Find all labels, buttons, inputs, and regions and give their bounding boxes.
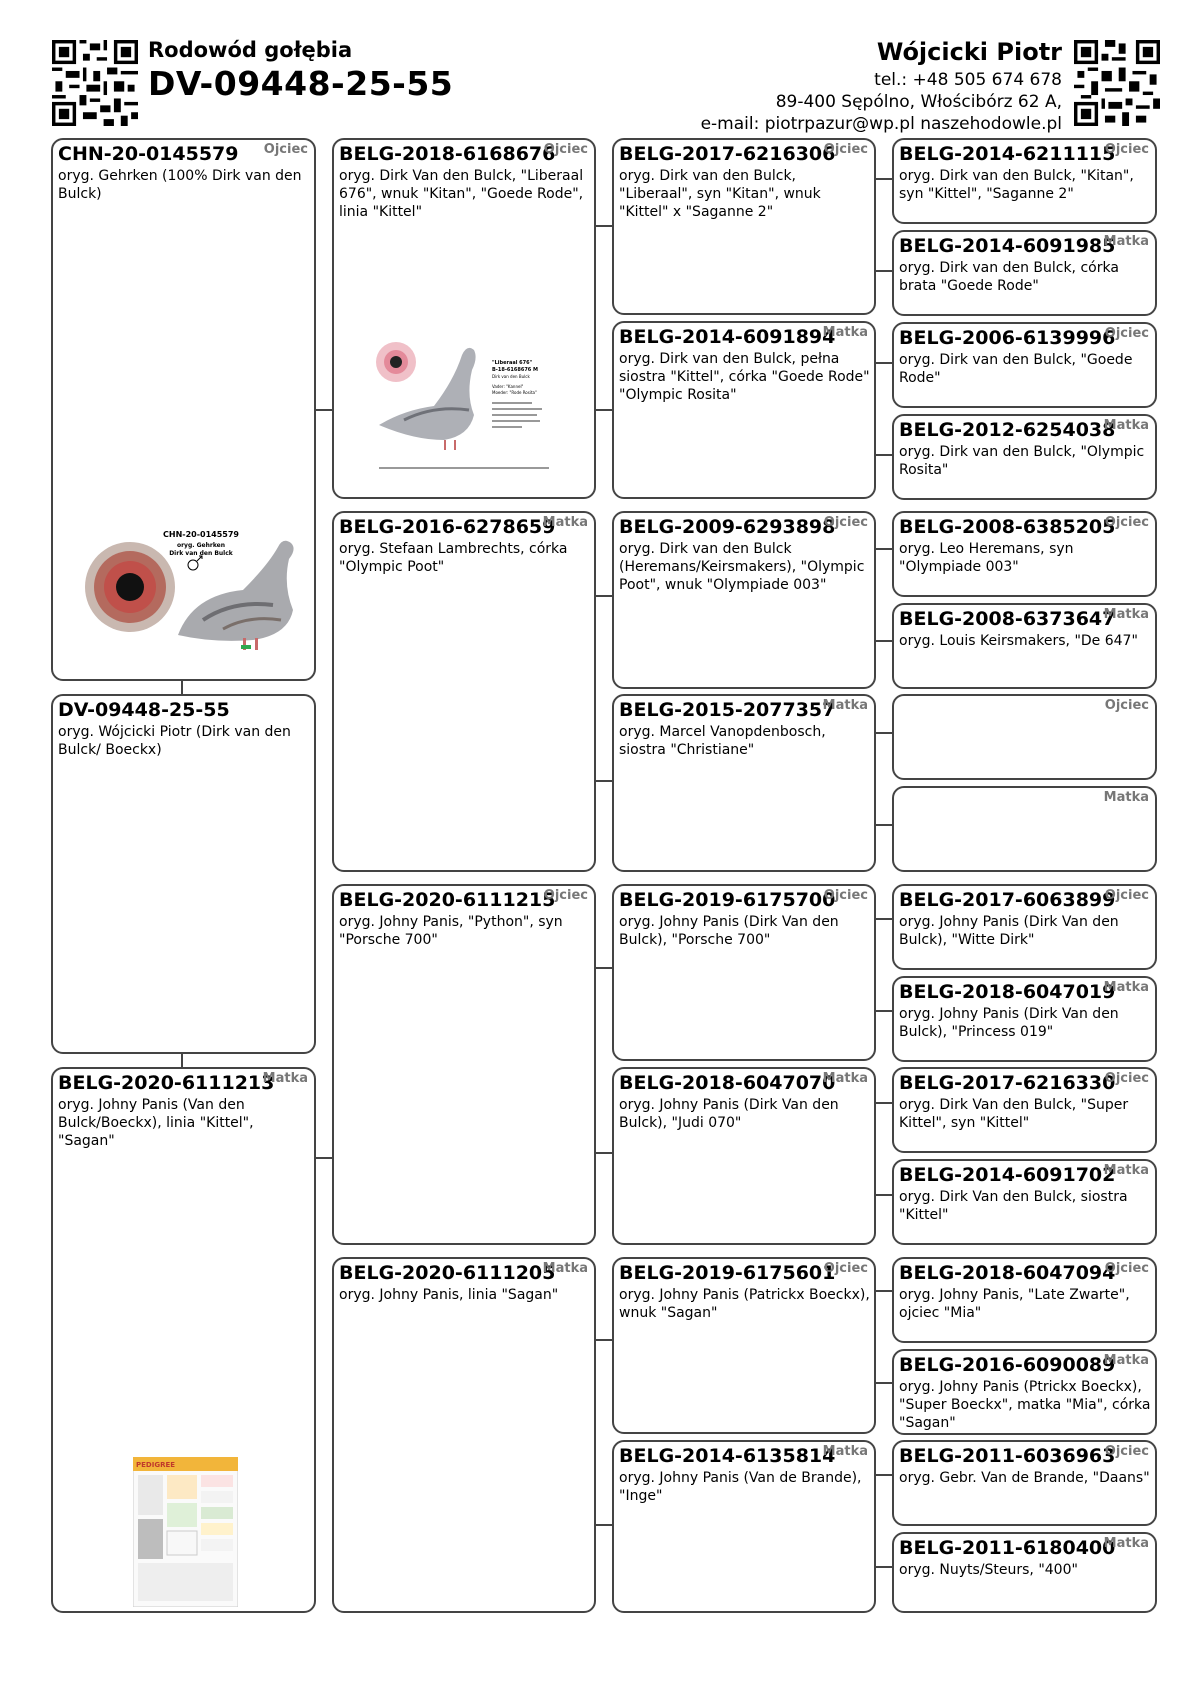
connector-line	[874, 454, 892, 456]
pigeon-photo	[374, 340, 554, 475]
ring-number: BELG-2017-6216306	[619, 143, 836, 165]
pedigree-card-sds[interactable]	[612, 511, 876, 689]
ring-number: BELG-2020-6111215	[339, 889, 556, 911]
sex-label: Ojciec	[823, 515, 868, 530]
sex-label: Ojciec	[1104, 698, 1149, 713]
pedigree-certificate-image	[133, 1457, 238, 1607]
sex-label: Ojciec	[1104, 1261, 1149, 1276]
sex-label: Ojciec	[1104, 142, 1149, 157]
connector-line	[874, 178, 892, 180]
breeder-name: Wójcicki Piotr	[876, 38, 1062, 66]
pigeon-description: oryg. Johny Panis, "Late Zwarte", ojciec "Mia"	[899, 1287, 1130, 1321]
connector-line	[594, 780, 612, 782]
connector-line	[874, 548, 892, 550]
ring-number: BELG-2016-6090089	[899, 1354, 1116, 1376]
connector-line	[874, 1010, 892, 1012]
sex-label: Matka	[1103, 790, 1149, 805]
ring-number: BELG-2014-6135814	[619, 1445, 836, 1467]
connector-line	[594, 225, 612, 227]
pigeon-ring-number: DV-09448-25-55	[148, 64, 454, 103]
photo-caption-name: "Liberaal 676"	[492, 360, 533, 366]
pigeon-description: oryg. Johny Panis (Van de Brande), "Inge"	[619, 1470, 862, 1504]
sex-label: Matka	[1103, 234, 1149, 249]
pedigree-card-dam-sire[interactable]	[332, 884, 596, 1245]
connector-line	[594, 409, 612, 411]
ring-number: BELG-2020-6111213	[58, 1072, 275, 1094]
connector-line	[874, 1382, 892, 1384]
male-symbol-icon	[188, 560, 198, 570]
ring-number: CHN-20-0145579	[58, 143, 239, 165]
sex-label: Matka	[1103, 980, 1149, 995]
ring-number: BELG-2018-6047094	[899, 1262, 1116, 1284]
pedigree-card-sire-dam[interactable]	[332, 511, 596, 872]
pigeon-description: oryg. Dirk Van den Bulck, siostra "Kittel"	[899, 1189, 1128, 1223]
ring-number: BELG-2014-6091985	[899, 235, 1116, 257]
connector-line	[181, 1052, 183, 1067]
ring-number: BELG-2012-6254038	[899, 419, 1116, 441]
breeder-contact: e-mail: piotrpazur@wp.pl naszehodowle.pl	[700, 114, 1062, 134]
ring-number: BELG-2016-6278659	[339, 516, 556, 538]
connector-line	[874, 1474, 892, 1476]
sex-label: Matka	[1103, 418, 1149, 433]
pigeon-description: oryg. Dirk Van den Bulck, "Super Kittel", syn "Kittel"	[899, 1097, 1129, 1131]
pigeon-description: oryg. Dirk van den Bulck, "Kitan", syn "Kittel", "Saganne 2"	[899, 168, 1134, 202]
sex-label: Matka	[822, 1444, 868, 1459]
connector-line	[874, 918, 892, 920]
ring-number: BELG-2018-6047070	[619, 1072, 836, 1094]
connector-line	[181, 679, 183, 694]
connector-line	[874, 824, 892, 826]
pigeon-description: oryg. Stefaan Lambrechts, córka "Olympic Poot"	[339, 541, 568, 575]
ring-number: BELG-2006-6139996	[899, 327, 1116, 349]
pigeon-description: oryg. Johny Panis, linia "Sagan"	[339, 1287, 559, 1303]
pigeon-description: oryg. Dirk van den Bulck, pełna siostra "Kittel", córka "Goede Rode" "Olympic Rosita"	[619, 351, 870, 403]
sex-label: Ojciec	[1104, 515, 1149, 530]
pedigree-card-dsd[interactable]	[612, 1067, 876, 1245]
sex-label: Ojciec	[263, 142, 308, 157]
connector-line	[314, 409, 332, 411]
pigeon-description: oryg. Gebr. Van de Brande, "Daans"	[899, 1470, 1150, 1486]
sex-label: Ojciec	[1104, 326, 1149, 341]
ring-number: BELG-2009-6293898	[619, 516, 836, 538]
ring-number: BELG-2019-6175601	[619, 1262, 836, 1284]
pedigree-card-dssd[interactable]	[892, 976, 1157, 1062]
pigeon-description: oryg. Johny Panis, "Python", syn "Porsche 700"	[339, 914, 563, 948]
pigeon-description: oryg. Johny Panis (Dirk Van den Bulck), "Princess 019"	[899, 1006, 1119, 1040]
pedigree-card-ssss[interactable]	[892, 138, 1157, 224]
pedigree-card-ssd[interactable]	[612, 321, 876, 499]
pedigree-card-sdds[interactable]	[892, 694, 1157, 780]
ring-number: BELG-2011-6180400	[899, 1537, 1116, 1559]
pigeon-description: oryg. Johny Panis (Van den Bulck/Boeckx), linia "Kittel", "Sagan"	[58, 1097, 254, 1149]
sex-label: Matka	[822, 698, 868, 713]
connector-line	[594, 1339, 612, 1341]
pedigree-card-dsss[interactable]	[892, 884, 1157, 970]
pigeon-description: oryg. Johny Panis (Dirk Van den Bulck), "Witte Dirk"	[899, 914, 1119, 948]
ring-number: DV-09448-25-55	[58, 699, 230, 721]
photo-caption-ring: B-18-6168676 M	[492, 367, 538, 373]
pedigree-card-dam[interactable]	[51, 1067, 316, 1613]
breeder-phone: tel.: +48 505 674 678	[874, 70, 1062, 90]
connector-line	[874, 362, 892, 364]
pigeon-description: oryg. Nuyts/Steurs, "400"	[899, 1562, 1078, 1578]
pedigree-card-dds[interactable]	[612, 1257, 876, 1434]
sex-label: Matka	[1103, 1163, 1149, 1178]
pedigree-card-sdss[interactable]	[892, 511, 1157, 597]
pigeon-description: oryg. Johny Panis (Patrickx Boeckx), wnuk "Sagan"	[619, 1287, 870, 1321]
pigeon-description: oryg. Dirk van den Bulck, "Liberaal", syn "Kitan", wnuk "Kittel" x "Saganne 2"	[619, 168, 821, 220]
ring-number: BELG-2018-6168676	[339, 143, 556, 165]
sex-label: Ojciec	[823, 142, 868, 157]
pigeon-description: oryg. Leo Heremans, syn "Olympiade 003"	[899, 541, 1074, 575]
sex-label: Matka	[822, 1071, 868, 1086]
pigeon-description: oryg. Gehrken (100% Dirk van den Bulck)	[58, 168, 302, 202]
connector-line	[314, 1157, 332, 1159]
pedigree-card-ssds[interactable]	[892, 322, 1157, 408]
ring-number: BELG-2020-6111205	[339, 1262, 556, 1284]
pedigree-card-dddd[interactable]	[892, 1532, 1157, 1613]
pigeon-description: oryg. Johny Panis (Ptrickx Boeckx), "Super Boeckx", matka "Mia", córka "Sagan"	[899, 1379, 1151, 1431]
connector-line	[594, 967, 612, 969]
connector-line	[594, 595, 612, 597]
pedigree-card-sss[interactable]	[612, 138, 876, 315]
pedigree-card-sire-sire[interactable]	[332, 138, 596, 499]
certificate-title: PEDIGREE	[136, 1461, 176, 1469]
pigeon-description: oryg. Dirk van den Bulck, "Olympic Rosita"	[899, 444, 1145, 478]
ring-number: BELG-2017-6216330	[899, 1072, 1116, 1094]
pigeon-description: oryg. Dirk Van den Bulck, "Liberaal 676", wnuk "Kitan", "Goede Rode", linia "Kittel"	[339, 168, 584, 220]
pedigree-card-dss[interactable]	[612, 884, 876, 1061]
photo-caption-breeder: Dirk van den Bulck	[492, 374, 530, 379]
ring-number: BELG-2014-6211115	[899, 143, 1116, 165]
pedigree-card-ddd[interactable]	[612, 1440, 876, 1613]
ring-number: BELG-2008-6385205	[899, 516, 1116, 538]
pedigree-card-ddsd[interactable]	[892, 1349, 1157, 1435]
connector-line	[874, 732, 892, 734]
pigeon-description: oryg. Johny Panis (Dirk Van den Bulck), "Porsche 700"	[619, 914, 839, 948]
sex-label: Ojciec	[1104, 1444, 1149, 1459]
connector-line	[874, 1566, 892, 1568]
connector-line	[874, 1290, 892, 1292]
pigeon-description: oryg. Dirk van den Bulck, córka brata "Goede Rode"	[899, 260, 1119, 294]
ring-number: BELG-2011-6036963	[899, 1445, 1116, 1467]
ring-number: BELG-2019-6175700	[619, 889, 836, 911]
pigeon-description: oryg. Johny Panis (Dirk Van den Bulck), "Judi 070"	[619, 1097, 839, 1131]
pedigree-card-ssdd[interactable]	[892, 414, 1157, 500]
ring-number: BELG-2018-6047019	[899, 981, 1116, 1003]
pedigree-card-sssd[interactable]	[892, 230, 1157, 316]
connector-line	[594, 1524, 612, 1526]
breeder-address: 89-400 Sępólno, Włościbórz 62 A,	[775, 92, 1062, 112]
ring-number: BELG-2017-6063899	[899, 889, 1116, 911]
qr-code-left-icon	[52, 40, 138, 126]
photo-caption-breeder: Dirk van den Bulck	[169, 550, 233, 557]
connector-line	[874, 1102, 892, 1104]
photo-caption-ring: CHN-20-0145579	[163, 530, 239, 539]
sex-label: Ojciec	[1104, 888, 1149, 903]
ring-number: BELG-2008-6373647	[899, 608, 1116, 630]
pedigree-card-self[interactable]	[51, 694, 316, 1054]
sex-label: Matka	[1103, 1353, 1149, 1368]
connector-line	[874, 1194, 892, 1196]
photo-caption-sire: Vader: "Kannel"	[492, 384, 524, 389]
connector-line	[874, 640, 892, 642]
sex-label: Matka	[262, 1071, 308, 1086]
pedigree-card-ddds[interactable]	[892, 1440, 1157, 1526]
pedigree-card-dsds[interactable]	[892, 1067, 1157, 1153]
ring-number: BELG-2014-6091894	[619, 326, 836, 348]
qr-code-right-icon	[1074, 40, 1160, 126]
pedigree-card-dam-dam[interactable]	[332, 1257, 596, 1613]
photo-caption-origin: oryg. Gehrken	[176, 542, 226, 549]
pigeon-description: oryg. Marcel Vanopdenbosch, siostra "Christiane"	[619, 724, 826, 758]
sex-label: Ojciec	[823, 1261, 868, 1276]
sex-label: Matka	[542, 515, 588, 530]
sex-label: Ojciec	[1104, 1071, 1149, 1086]
ring-number: BELG-2014-6091702	[899, 1164, 1116, 1186]
pigeon-description: oryg. Dirk van den Bulck, "Goede Rode"	[899, 352, 1133, 386]
pigeon-photo	[83, 525, 303, 655]
sex-label: Matka	[542, 1261, 588, 1276]
sex-label: Matka	[1103, 607, 1149, 622]
connector-line	[594, 1152, 612, 1154]
pigeon-description: oryg. Wójcicki Piotr (Dirk van den Bulck/ Boeckx)	[58, 724, 291, 758]
sex-label: Matka	[1103, 1536, 1149, 1551]
pedigree-card-sdd[interactable]	[612, 694, 876, 872]
pedigree-card-sire[interactable]	[51, 138, 316, 681]
ring-number: BELG-2015-2077357	[619, 699, 836, 721]
document-title: Rodowód gołębia	[148, 38, 353, 62]
pigeon-description: oryg. Dirk van den Bulck (Heremans/Keirsmakers), "Olympic Poot", wnuk "Olympiade 003"	[619, 541, 865, 593]
connector-line	[874, 270, 892, 272]
sex-label: Ojciec	[543, 142, 588, 157]
photo-caption-dam: Moeder: "Rode Rosita"	[492, 390, 537, 395]
pigeon-description: oryg. Louis Keirsmakers, "De 647"	[899, 633, 1138, 649]
pedigree-card-sdsd[interactable]	[892, 603, 1157, 689]
pedigree-card-dsdd[interactable]	[892, 1159, 1157, 1245]
sex-label: Ojciec	[543, 888, 588, 903]
sex-label: Ojciec	[823, 888, 868, 903]
sex-label: Matka	[822, 325, 868, 340]
pedigree-card-ddss[interactable]	[892, 1257, 1157, 1343]
pedigree-card-sddd[interactable]	[892, 786, 1157, 872]
